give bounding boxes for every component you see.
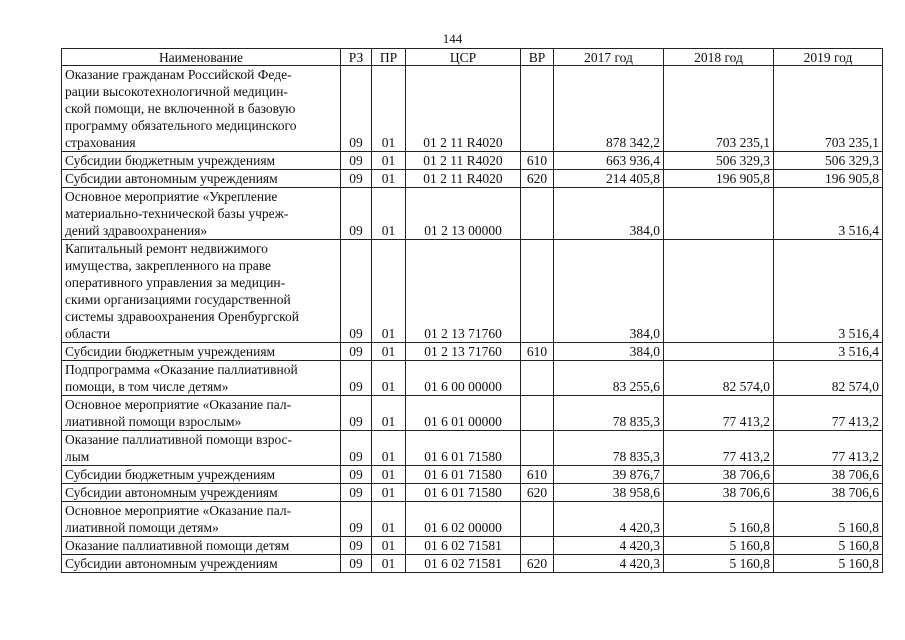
row-pr: 01 [372,170,406,188]
page-number: 144 [442,31,463,46]
table-row [62,537,883,555]
row-csr: 01 2 11 R4020 [406,170,521,188]
row-csr: 01 6 02 71581 [406,537,521,555]
row-rz: 09 [341,361,372,396]
row-pr: 01 [372,431,406,466]
row-csr: 01 6 01 71580 [406,484,521,502]
row-2019: 77 413,2 [774,431,883,466]
row-2019: 196 905,8 [774,170,883,188]
row-2019: 3 516,4 [774,343,883,361]
row-2017: 663 936,4 [554,152,664,170]
row-2017: 384,0 [554,240,664,343]
row-rz: 09 [341,188,372,240]
row-2019: 5 160,8 [774,537,883,555]
row-2018: 77 413,2 [664,431,774,466]
row-2017: 4 420,3 [554,555,664,573]
row-rz: 09 [341,66,372,152]
row-rz: 09 [341,170,372,188]
row-vr: 620 [521,170,554,188]
row-2018 [664,188,774,240]
table-row [62,361,883,396]
table-row [62,343,883,361]
row-csr: 01 2 13 71760 [406,343,521,361]
row-rz: 09 [341,396,372,431]
table-row [62,396,883,431]
header-2019: 2019 год [774,49,883,66]
header-pr: ПР [372,49,406,66]
row-name: Подпрограмма «Оказание паллиативной помощи, в том числе детям» [62,361,341,396]
row-name: Субсидии автономным учреждениям [62,170,341,188]
row-csr: 01 2 11 R4020 [406,152,521,170]
row-2019: 5 160,8 [774,555,883,573]
row-2017: 78 835,3 [554,396,664,431]
row-2017: 38 958,6 [554,484,664,502]
row-2019: 38 706,6 [774,484,883,502]
row-vr [521,537,554,555]
row-2017: 384,0 [554,343,664,361]
table-row [62,188,883,240]
table-row [62,152,883,170]
row-name: Субсидии автономным учреждениям [62,484,341,502]
row-2017: 4 420,3 [554,537,664,555]
row-vr: 620 [521,555,554,573]
row-csr: 01 6 02 71581 [406,555,521,573]
row-pr: 01 [372,537,406,555]
row-2019: 3 516,4 [774,240,883,343]
row-csr: 01 6 01 00000 [406,396,521,431]
row-vr [521,240,554,343]
row-pr: 01 [372,343,406,361]
row-name: Капитальный ремонт недвижимого имущества, закрепленного на праве оперативного управления за медицин- скими организациями государственной системы здравоохранения Оренбургской области [62,240,341,343]
row-2018: 506 329,3 [664,152,774,170]
row-vr: 620 [521,484,554,502]
row-2019: 77 413,2 [774,396,883,431]
header-rz: РЗ [341,49,372,66]
row-csr: 01 6 00 00000 [406,361,521,396]
table-row [62,66,883,152]
header-2018: 2018 год [664,49,774,66]
header-vr: ВР [521,49,554,66]
row-2018: 77 413,2 [664,396,774,431]
row-pr: 01 [372,152,406,170]
row-2018: 5 160,8 [664,537,774,555]
row-vr: 610 [521,343,554,361]
row-name: Субсидии автономным учреждениям [62,555,341,573]
row-2018: 703 235,1 [664,66,774,152]
row-csr: 01 2 11 R4020 [406,66,521,152]
row-pr: 01 [372,66,406,152]
row-csr: 01 2 13 00000 [406,188,521,240]
header-name: Наименование [62,49,341,66]
row-2019: 82 574,0 [774,361,883,396]
table-row [62,466,883,484]
row-name: Оказание паллиативной помощи взрос- лым [62,431,341,466]
row-vr [521,431,554,466]
row-name: Субсидии бюджетным учреждениям [62,343,341,361]
row-rz: 09 [341,537,372,555]
row-2017: 878 342,2 [554,66,664,152]
header-csr: ЦСР [406,49,521,66]
row-2019: 703 235,1 [774,66,883,152]
row-name: Субсидии бюджетным учреждениям [62,466,341,484]
row-2018 [664,240,774,343]
table-row [62,170,883,188]
row-2019: 38 706,6 [774,466,883,484]
row-rz: 09 [341,484,372,502]
table-row [62,555,883,573]
header-row [62,49,883,66]
row-2018: 5 160,8 [664,555,774,573]
row-name: Субсидии бюджетным учреждениям [62,152,341,170]
row-vr [521,188,554,240]
row-vr [521,361,554,396]
table-row [62,484,883,502]
row-rz: 09 [341,343,372,361]
row-pr: 01 [372,555,406,573]
row-rz: 09 [341,240,372,343]
row-2018: 38 706,6 [664,484,774,502]
row-2018: 82 574,0 [664,361,774,396]
table-row [62,431,883,466]
row-2019: 506 329,3 [774,152,883,170]
row-2018: 196 905,8 [664,170,774,188]
row-vr [521,396,554,431]
row-2018: 38 706,6 [664,466,774,484]
budget-table [61,48,883,573]
table-row [62,240,883,343]
row-csr: 01 6 01 71580 [406,466,521,484]
row-pr: 01 [372,240,406,343]
row-rz: 09 [341,502,372,537]
row-name: Основное мероприятие «Укрепление материально-технической базы учреж- дений здравоохранения» [62,188,341,240]
row-rz: 09 [341,466,372,484]
row-2017: 39 876,7 [554,466,664,484]
row-pr: 01 [372,502,406,537]
row-pr: 01 [372,188,406,240]
row-2019: 3 516,4 [774,188,883,240]
row-2018: 5 160,8 [664,502,774,537]
row-rz: 09 [341,152,372,170]
row-2018 [664,343,774,361]
row-rz: 09 [341,431,372,466]
row-name: Оказание паллиативной помощи детям [62,537,341,555]
row-vr [521,66,554,152]
row-2017: 78 835,3 [554,431,664,466]
row-csr: 01 2 13 71760 [406,240,521,343]
table-row [62,502,883,537]
row-pr: 01 [372,396,406,431]
row-pr: 01 [372,466,406,484]
row-vr [521,502,554,537]
row-pr: 01 [372,484,406,502]
row-pr: 01 [372,361,406,396]
row-rz: 09 [341,555,372,573]
row-name: Основное мероприятие «Оказание пал- лиативной помощи детям» [62,502,341,537]
row-csr: 01 6 02 00000 [406,502,521,537]
header-2017: 2017 год [554,49,664,66]
row-name: Основное мероприятие «Оказание пал- лиативной помощи взрослым» [62,396,341,431]
row-name: Оказание гражданам Российской Феде- рации высокотехнологичной медицин- ской помощи, не включенной в базовую программу обязательного медицинского страхования [62,66,341,152]
row-2017: 4 420,3 [554,502,664,537]
row-2019: 5 160,8 [774,502,883,537]
row-csr: 01 6 01 71580 [406,431,521,466]
row-vr: 610 [521,466,554,484]
row-2017: 214 405,8 [554,170,664,188]
row-2017: 83 255,6 [554,361,664,396]
row-vr: 610 [521,152,554,170]
row-2017: 384,0 [554,188,664,240]
